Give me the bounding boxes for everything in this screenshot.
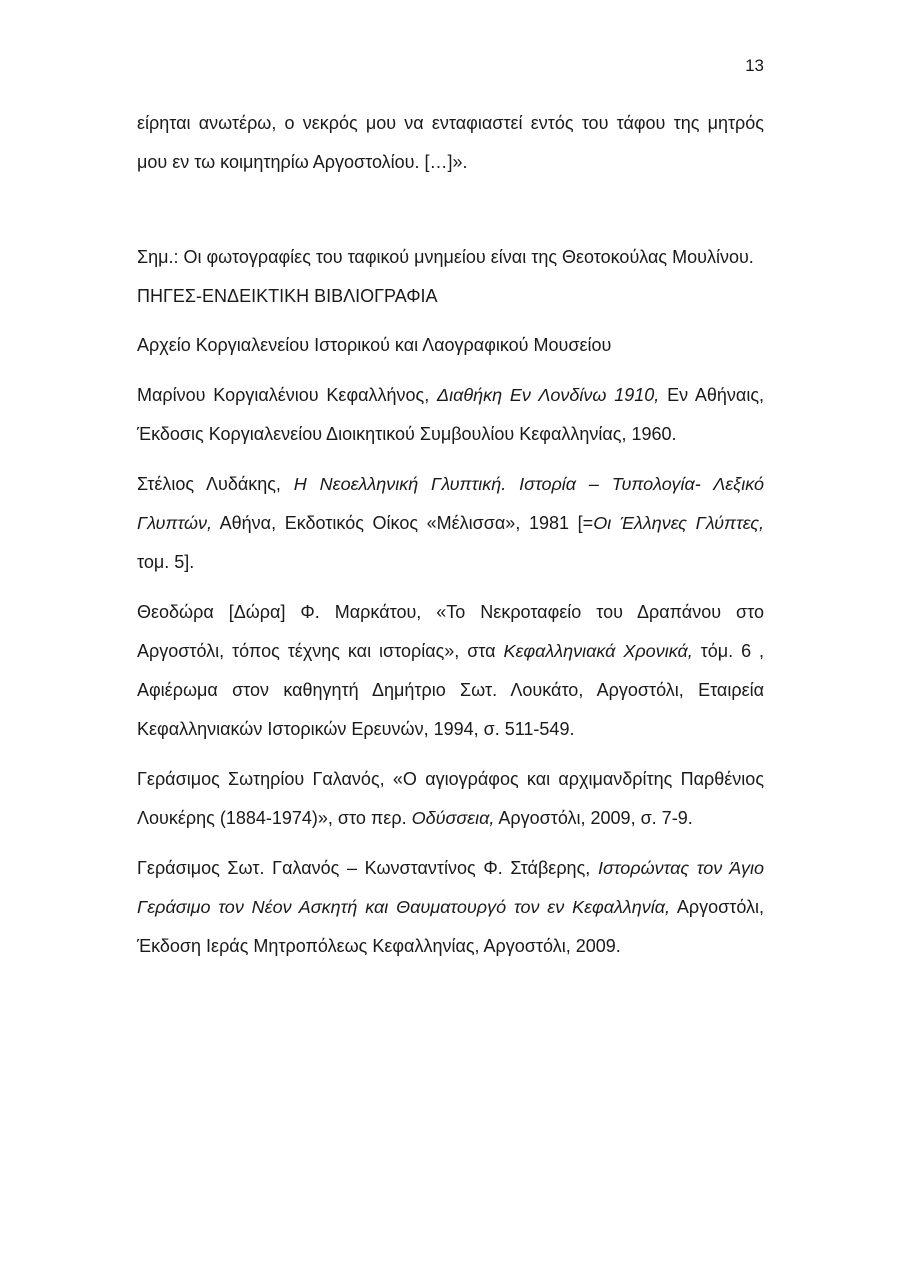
bibliography-entry <box>137 760 764 838</box>
photo-note: Σημ.: Οι φωτογραφίες του ταφικού μνημείου είναι της Θεοτοκούλας Μουλίνου. <box>137 247 754 267</box>
entry-text: Στέλιος Λυδάκης, <box>137 474 294 494</box>
entry-text: Αργοστόλι, 2009, σ. 7-9. <box>494 808 693 828</box>
entry-text: Μαρίνου Κοργιαλένιου Κεφαλλήνος, <box>137 385 438 405</box>
bibliography-entry <box>137 376 764 454</box>
bibliography-entry <box>137 849 764 966</box>
entry-title: Διαθήκη Εν Λονδίνω 1910, <box>437 385 660 405</box>
entry-title: Οι Έλληνες Γλύπτες, <box>593 513 764 533</box>
bibliography-entry <box>137 593 764 749</box>
intro-paragraph: είρηται ανωτέρω, ο νεκρός μου να ενταφιαστεί εντός του τάφου της μητρός μου εν τω κοιμητηρίω Αργοστολίου. […]». <box>137 113 764 172</box>
bibliography-heading: ΠΗΓΕΣ-ΕΝΔΕΙΚΤΙΚΗ ΒΙΒΛΙΟΓΡΑΦΙΑ <box>137 286 438 306</box>
entry-title: Οδύσσεια, <box>411 808 495 828</box>
entry-text: Εν Αθήναις, Έκδοσις Κοργιαλενείου Διοικητικού Συμβουλίου Κεφαλληνίας, 1960. <box>137 385 765 444</box>
entry-title: Η Νεοελληνική Γλυπτική. Ιστορία – Τυπολογία- Λεξικό Γλυπτών, <box>137 474 764 533</box>
entry-text: Γεράσιμος Σωτηρίου Γαλανός, «Ο αγιογράφος και αρχιμανδρίτης Παρθένιος Λουκέρης (1884-1974)», στο περ. <box>137 769 764 828</box>
page-content <box>137 104 764 966</box>
entry-text: Αρχείο Κοργιαλενείου Ιστορικού και Λαογραφικού Μουσείου <box>137 335 612 355</box>
entry-text: Γεράσιμος Σωτ. Γαλανός – Κωνσταντίνος Φ. Στάβερης, <box>137 858 598 878</box>
page-number: 13 <box>745 56 764 75</box>
bibliography-entry <box>137 326 764 365</box>
entry-text: Θεοδώρα [Δώρα] Φ. Μαρκάτου, «Το Νεκροταφείο του Δραπάνου στο Αργοστόλι, τόπος τέχνης και ιστορίας», στα <box>137 602 764 661</box>
bibliography-entry <box>137 465 764 582</box>
entry-title: Ιστορώντας τον Άγιο Γεράσιμο τον Νέον Ασκητή και Θαυματουργό τον εν Κεφαλληνία, <box>137 858 764 917</box>
entry-text: τόμ. 6 , Αφιέρωμα στον καθηγητή Δημήτριο Σωτ. Λουκάτο, Αργοστόλι, Εταιρεία Κεφαλληνιακών Ιστορικών Ερευνών, 1994, σ. 511-549. <box>137 641 765 739</box>
entry-text: τομ. 5]. <box>137 552 195 572</box>
entry-text: Αθήνα, Εκδοτικός Οίκος «Μέλισσα», 1981 [= <box>212 513 594 533</box>
entry-title: Κεφαλληνιακά Χρονικά, <box>503 641 693 661</box>
entry-text: Αργοστόλι, Έκδοση Ιεράς Μητροπόλεως Κεφαλληνίας, Αργοστόλι, 2009. <box>137 897 764 956</box>
